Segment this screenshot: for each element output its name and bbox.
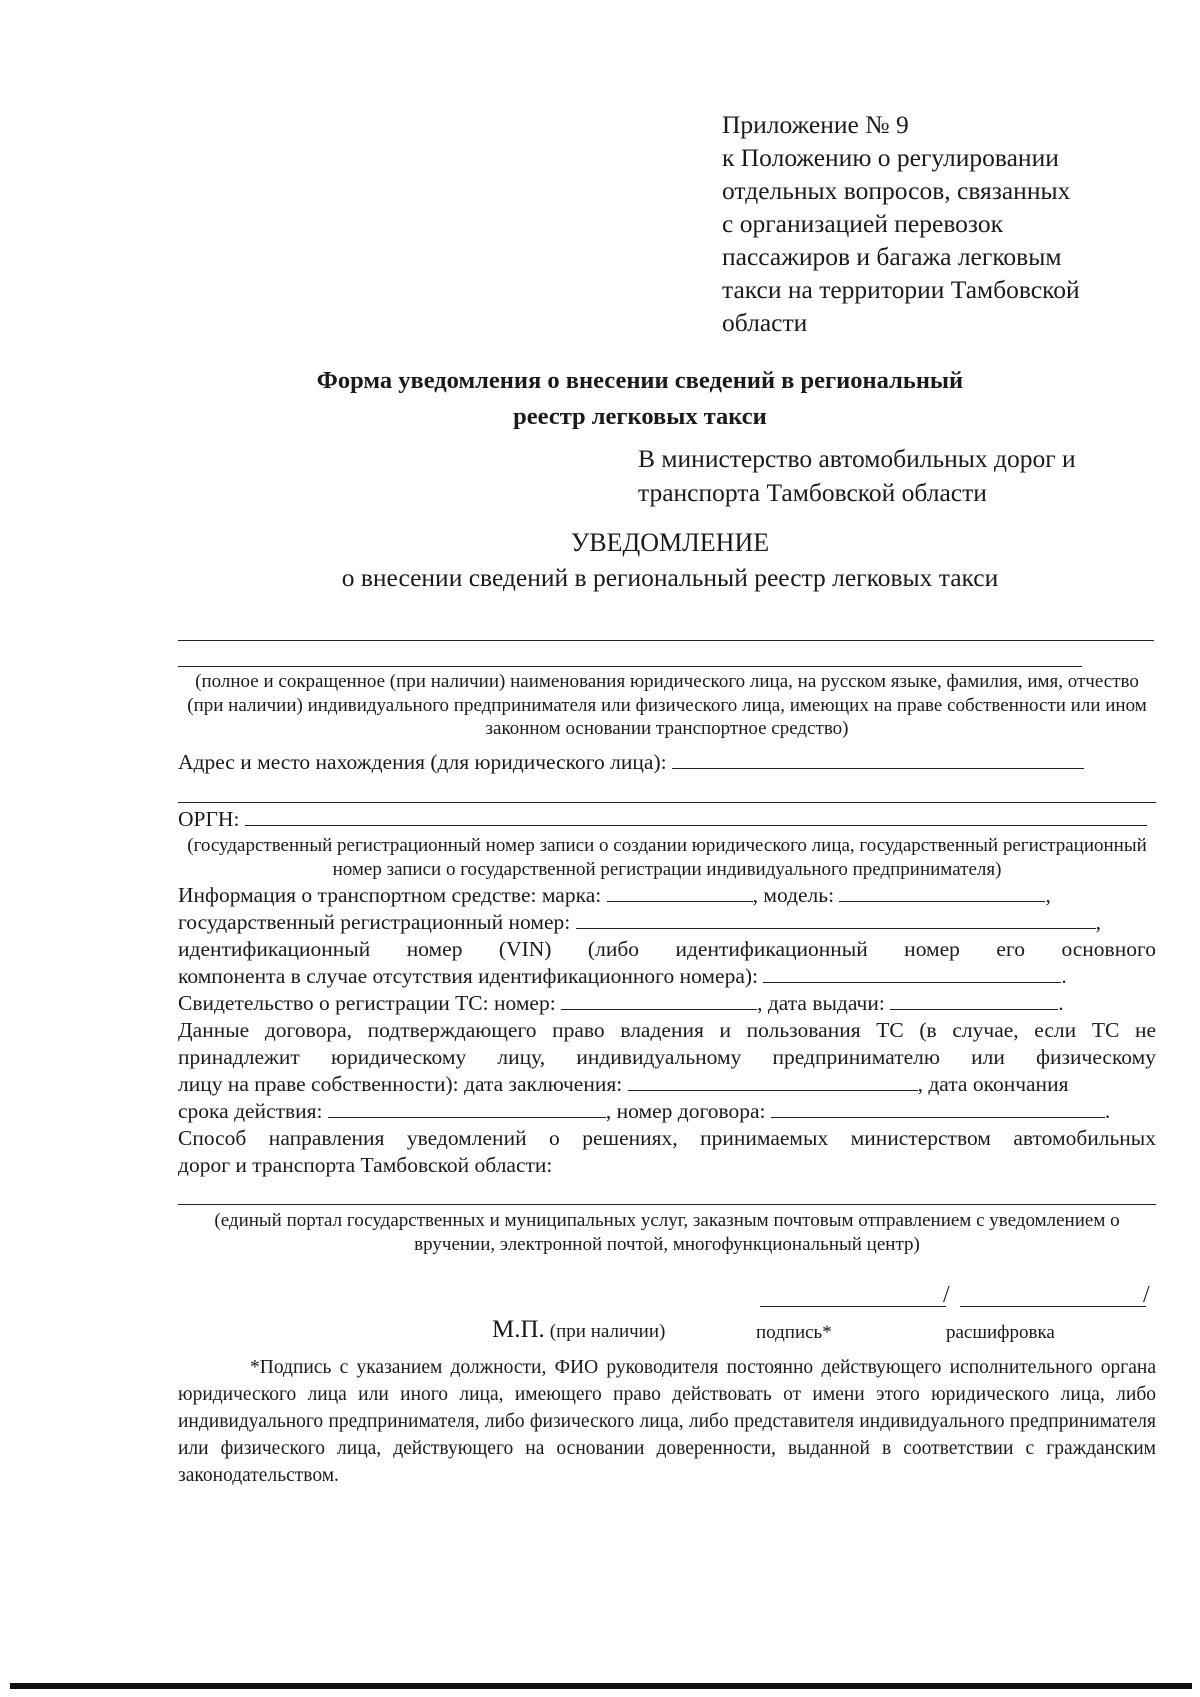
cert-row: [178, 990, 1156, 1017]
form-title-line: реестр легковых такси: [513, 403, 767, 430]
appendix-line: с организацией перевозок: [722, 209, 1003, 238]
contract-date-field[interactable]: [628, 1071, 918, 1091]
cert-label: Свидетельство о регистрации ТС: номер:: [178, 991, 556, 1015]
appendix-line: пассажиров и багажа легковым: [722, 242, 1062, 271]
contract-row-4: [178, 1098, 1156, 1125]
contract-end-label: , дата окончания: [917, 1072, 1069, 1096]
slash: /: [1143, 1282, 1150, 1308]
period: .: [1104, 1099, 1111, 1123]
decoding-line[interactable]: [960, 1306, 1146, 1307]
contract-term-field[interactable]: [328, 1098, 606, 1118]
footnote: *Подпись с указанием должности, ФИО руководителя постоянно действующего исполнительного органа юридического лица или иного лица, имеющего право действовать от имени этого юридического лица, либо индивидуального предпринимателя, либо физического лица, либо представителя индивидуального предпринимателя или физического лица, действующего на основании доверенности, выданной в соответствии с гражданским законодательством.: [178, 1357, 1156, 1486]
appendix-line: отдельных вопросов, связанных: [722, 176, 1071, 205]
applicant-name-line[interactable]: [178, 666, 1082, 667]
vehicle-brand-field[interactable]: [607, 882, 753, 902]
signature-line[interactable]: [760, 1306, 946, 1307]
cert-date-label: , дата выдачи:: [757, 991, 885, 1015]
decoding-caption: расшифровка: [946, 1322, 1055, 1343]
contract-row-2: принадлежит юридическому лицу, индивидуальному предпринимателю или физическому: [178, 1045, 1156, 1069]
addressee: [638, 442, 1158, 510]
delivery-row-2: дорог и транспорта Тамбовской области:: [178, 1153, 553, 1177]
applicant-name-line[interactable]: [178, 640, 1154, 641]
delivery-method-line[interactable]: [178, 1204, 1156, 1205]
contract-row-3: [178, 1071, 1156, 1098]
ogrn-row: [178, 806, 1156, 833]
seal-note: (при наличии): [549, 1321, 666, 1342]
vehicle-model-label: , модель:: [752, 883, 835, 907]
appendix-line: Приложение № 9: [722, 110, 909, 139]
ogrn-caption: (государственный регистрационный номер записи о создании юридического лица, государственный регистрационный номер записи о государственной регистрации индивидуального предпринимателя): [187, 835, 1147, 880]
address-row: [178, 749, 1156, 776]
contract-date-label: лицу на праве собственности): дата заключения:: [178, 1072, 623, 1096]
form-title: [190, 363, 1090, 435]
form-title-line: Форма уведомления о внесении сведений в региональный: [316, 367, 964, 394]
seal-area: [492, 1316, 665, 1344]
vin-row-2: [178, 963, 1156, 990]
contract-number-field[interactable]: [771, 1098, 1105, 1118]
vin-row-1: идентификационный номер (VIN) (либо идентификационный номер его основного: [178, 937, 1156, 961]
cert-date-field[interactable]: [890, 990, 1058, 1010]
contract-number-label: , номер договора:: [605, 1099, 766, 1123]
appendix-line: к Положению о регулировании: [722, 143, 1059, 172]
comma: ,: [1045, 883, 1051, 907]
delivery-caption: (единый портал государственных и муниципальных услуг, заказным почтовым отправлением с уведомлением о вручении, электронной почтой, многофункциональный центр): [214, 1210, 1120, 1255]
appendix-line: такси на территории Тамбовской: [722, 275, 1080, 304]
contract-term-label: срока действия:: [178, 1099, 323, 1123]
signature-caption: подпись*: [756, 1322, 832, 1343]
reg-number-field[interactable]: [576, 909, 1096, 929]
document-subtitle: о внесении сведений в региональный реестр легковых такси: [341, 563, 999, 592]
ogrn-field[interactable]: [245, 806, 1147, 826]
period: .: [1061, 964, 1067, 988]
addressee-line: В министерство автомобильных дорог и: [638, 444, 1076, 473]
scan-edge-bar: [10, 1683, 1192, 1689]
vehicle-brand-label: Информация о транспортном средстве: марка:: [178, 883, 602, 907]
ogrn-label: ОРГН:: [178, 807, 240, 831]
vin-field[interactable]: [763, 963, 1061, 983]
reg-number-label: государственный регистрационный номер:: [178, 910, 571, 934]
period: .: [1058, 991, 1064, 1015]
seal-label: М.П.: [492, 1316, 545, 1343]
appendix-line: области: [722, 308, 808, 337]
applicant-caption: (полное и сокращенное (при наличии) наименования юридического лица, на русском языке, фамилия, имя, отчество (при наличии) индивидуального предпринимателя или физического лица, имеющих на праве собственности или ином законном основании транспортное средство): [187, 671, 1147, 739]
vehicle-model-field[interactable]: [839, 882, 1045, 902]
delivery-row-1: Способ направления уведомлений о решениях, принимаемых министерством автомобильных: [178, 1126, 1156, 1150]
cert-number-field[interactable]: [561, 990, 757, 1010]
address-label: Адрес и место нахождения (для юридического лица):: [178, 750, 667, 774]
slash: /: [943, 1282, 950, 1308]
addressee-line: транспорта Тамбовской области: [638, 478, 987, 507]
address-field[interactable]: [672, 749, 1084, 769]
appendix-header: [722, 108, 1162, 339]
comma: ,: [1095, 910, 1101, 934]
vehicle-brand-row: [178, 882, 1156, 909]
reg-number-row: [178, 909, 1156, 936]
contract-row-1: Данные договора, подтверждающего право владения и пользования ТС (в случае, если ТС не: [178, 1018, 1156, 1042]
address-line[interactable]: [178, 802, 1156, 803]
vin-label: компонента в случае отсутствия идентификационного номера):: [178, 964, 759, 988]
document-title: УВЕДОМЛЕНИЕ: [570, 528, 770, 557]
